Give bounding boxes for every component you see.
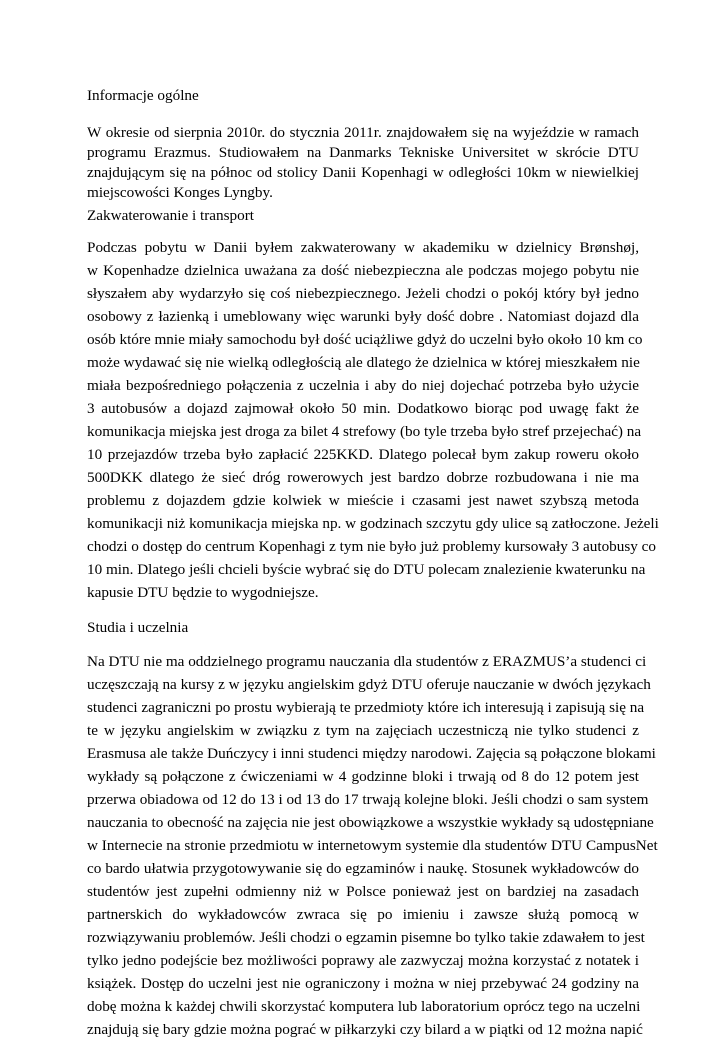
paragraph-line: w Kopenhadze dzielnica uważana za dość niebezpieczna ale podczas mojego pobytu nie bbox=[87, 262, 639, 279]
paragraph-line: dobę można k każdej chwili skorzystać komputera lub laboratorium oprócz tego na uczelni bbox=[87, 998, 641, 1015]
paragraph-line: nauczania to obecność na zajęcia nie jest obowiązkowe a wszystkie wykłady są udostępniane bbox=[87, 814, 654, 831]
paragraph-line: słyszałem aby wydarzyło się coś niebezpiecznego. Jeżeli chodzi o pokój który był jedno bbox=[87, 285, 639, 302]
paragraph-line: książek. Dostęp do uczelni jest nie ograniczony i można w niej przebywać 24 godziny na bbox=[87, 975, 639, 992]
paragraph-line: chodzi o dostęp do centrum Kopenhagi z tym nie było już problemy kursowały 3 autobusy co bbox=[87, 538, 656, 555]
paragraph-line: Erasmusa ale także Duńczycy i inni studenci między narodowi. Zajęcia są połączone blokami bbox=[87, 745, 656, 762]
paragraph-line: Podczas pobytu w Danii byłem zakwaterowany w akademiku w dzielnicy Brønshøj, bbox=[87, 239, 639, 256]
paragraph-line: 10 min. Dlatego jeśli chcieli byście wybrać się do DTU polecam znalezienie kwaterunku na bbox=[87, 561, 646, 578]
paragraph-line: komunikacja miejska jest droga za bilet 4 strefowy (bo tyle trzeba było stref przejechać) na bbox=[87, 423, 642, 440]
paragraph-line: Na DTU nie ma oddzielnego programu nauczania dla studentów z ERAZMUS’a studenci ci bbox=[87, 653, 647, 670]
paragraph-line: W okresie od sierpnia 2010r. do stycznia 2011r. znajdowałem się na wyjeździe w ramach bbox=[87, 124, 639, 141]
paragraph-line: kapusie DTU będzie to wygodniejsze. bbox=[87, 584, 319, 601]
paragraph-line: rozwiązywaniu problemów. Jeśli chodzi o egzamin pisemne bo tylko takie zdawałem to jest bbox=[87, 929, 645, 946]
paragraph-line: studentów jest zupełni odmienny niż w Polsce ponieważ jest on bardziej na zasadach bbox=[87, 883, 639, 900]
paragraph-line: studenci zagraniczni po prostu wybierają te przedmioty które ich interesują i zapisują się na bbox=[87, 699, 645, 716]
paragraph-line: przerwa obiadowa od 12 do 13 i od 13 do 17 trwają kolejne bloki. Jeśli chodzi o sam system bbox=[87, 791, 649, 808]
paragraph-line: znajdującym się na północ od stolicy Danii Kopenhagi w odległości 10km w niewielkiej bbox=[87, 164, 639, 181]
paragraph-line: miała bezpośredniego połączenia z uczelnia i aby do niej dojechać potrzeba było użycie bbox=[87, 377, 639, 394]
section-heading-studies-university: Studia i uczelnia bbox=[87, 619, 189, 636]
paragraph-line: miejscowości Konges Lyngby. bbox=[87, 184, 273, 201]
paragraph-line: co bardo ułatwia przygotowywanie się do egzaminów i naukę. Stosunek wykładowców do bbox=[87, 860, 639, 877]
paragraph-line: może wydawać się nie wielką odległością ale dlatego że dzielnica w której mieszkałem nie bbox=[87, 354, 640, 371]
paragraph-line: 10 przejazdów trzeba było zapłacić 225KKD. Dlatego polecał bym zakup roweru około bbox=[87, 446, 639, 463]
paragraph-line: problemu z dojazdem gdzie kolwiek w mieście i czasami jest nawet szybszą metoda bbox=[87, 492, 639, 509]
section-heading-general-info: Informacje ogólne bbox=[87, 87, 199, 104]
paragraph-line: 3 autobusów a dojazd zajmował około 50 min. Dodatkowo biorąc pod uwagę fakt że bbox=[87, 400, 639, 417]
paragraph-line: komunikacji niż komunikacja miejska np. w godzinach szczytu gdy ulice są zatłoczone. Jeżeli bbox=[87, 515, 659, 532]
paragraph-line: uczęszczają na kursy z w języku angielskim gdyż DTU oferuje nauczanie w dwóch językach bbox=[87, 676, 651, 693]
paragraph-line: wykłady są połączone z ćwiczeniami w 4 godzinne bloki i trwają od 8 do 12 potem jest bbox=[87, 768, 639, 785]
paragraph-line: programu Erazmus. Studiowałem na Danmarks Tekniske Universitet w skrócie DTU bbox=[87, 144, 639, 161]
paragraph-line: osobowy z łazienką i umeblowany więc warunki były dość dobre . Natomiast dojazd dla bbox=[87, 308, 639, 325]
paragraph-line: partnerskich do wykładowców zwraca się po imieniu i zawsze służą pomocą w bbox=[87, 906, 639, 923]
paragraph-line: znajdują się bary gdzie można pograć w piłkarzyki czy bilard a w piątki od 12 można napić bbox=[87, 1021, 643, 1038]
paragraph-line: tylko jedno podejście bez możliwości poprawy ale zazwyczaj można korzystać z notatek i bbox=[87, 952, 639, 969]
section-heading-accommodation-transport: Zakwaterowanie i transport bbox=[87, 207, 254, 224]
paragraph-line: osób które mnie miały samochodu był dość uciążliwe gdyż do uczelni było około 10 km co bbox=[87, 331, 643, 348]
paragraph-line: w Internecie na stronie przedmiotu w internetowym systemie dla studentów DTU CampusNet bbox=[87, 837, 658, 854]
paragraph-line: 500DKK dlatego że sieć dróg rowerowych jest bardzo dobrze rozbudowana i nie ma bbox=[87, 469, 639, 486]
paragraph-line: te w języku angielskim w związku z tym na zajęciach uczestniczą nie tylko studenci z bbox=[87, 722, 639, 739]
